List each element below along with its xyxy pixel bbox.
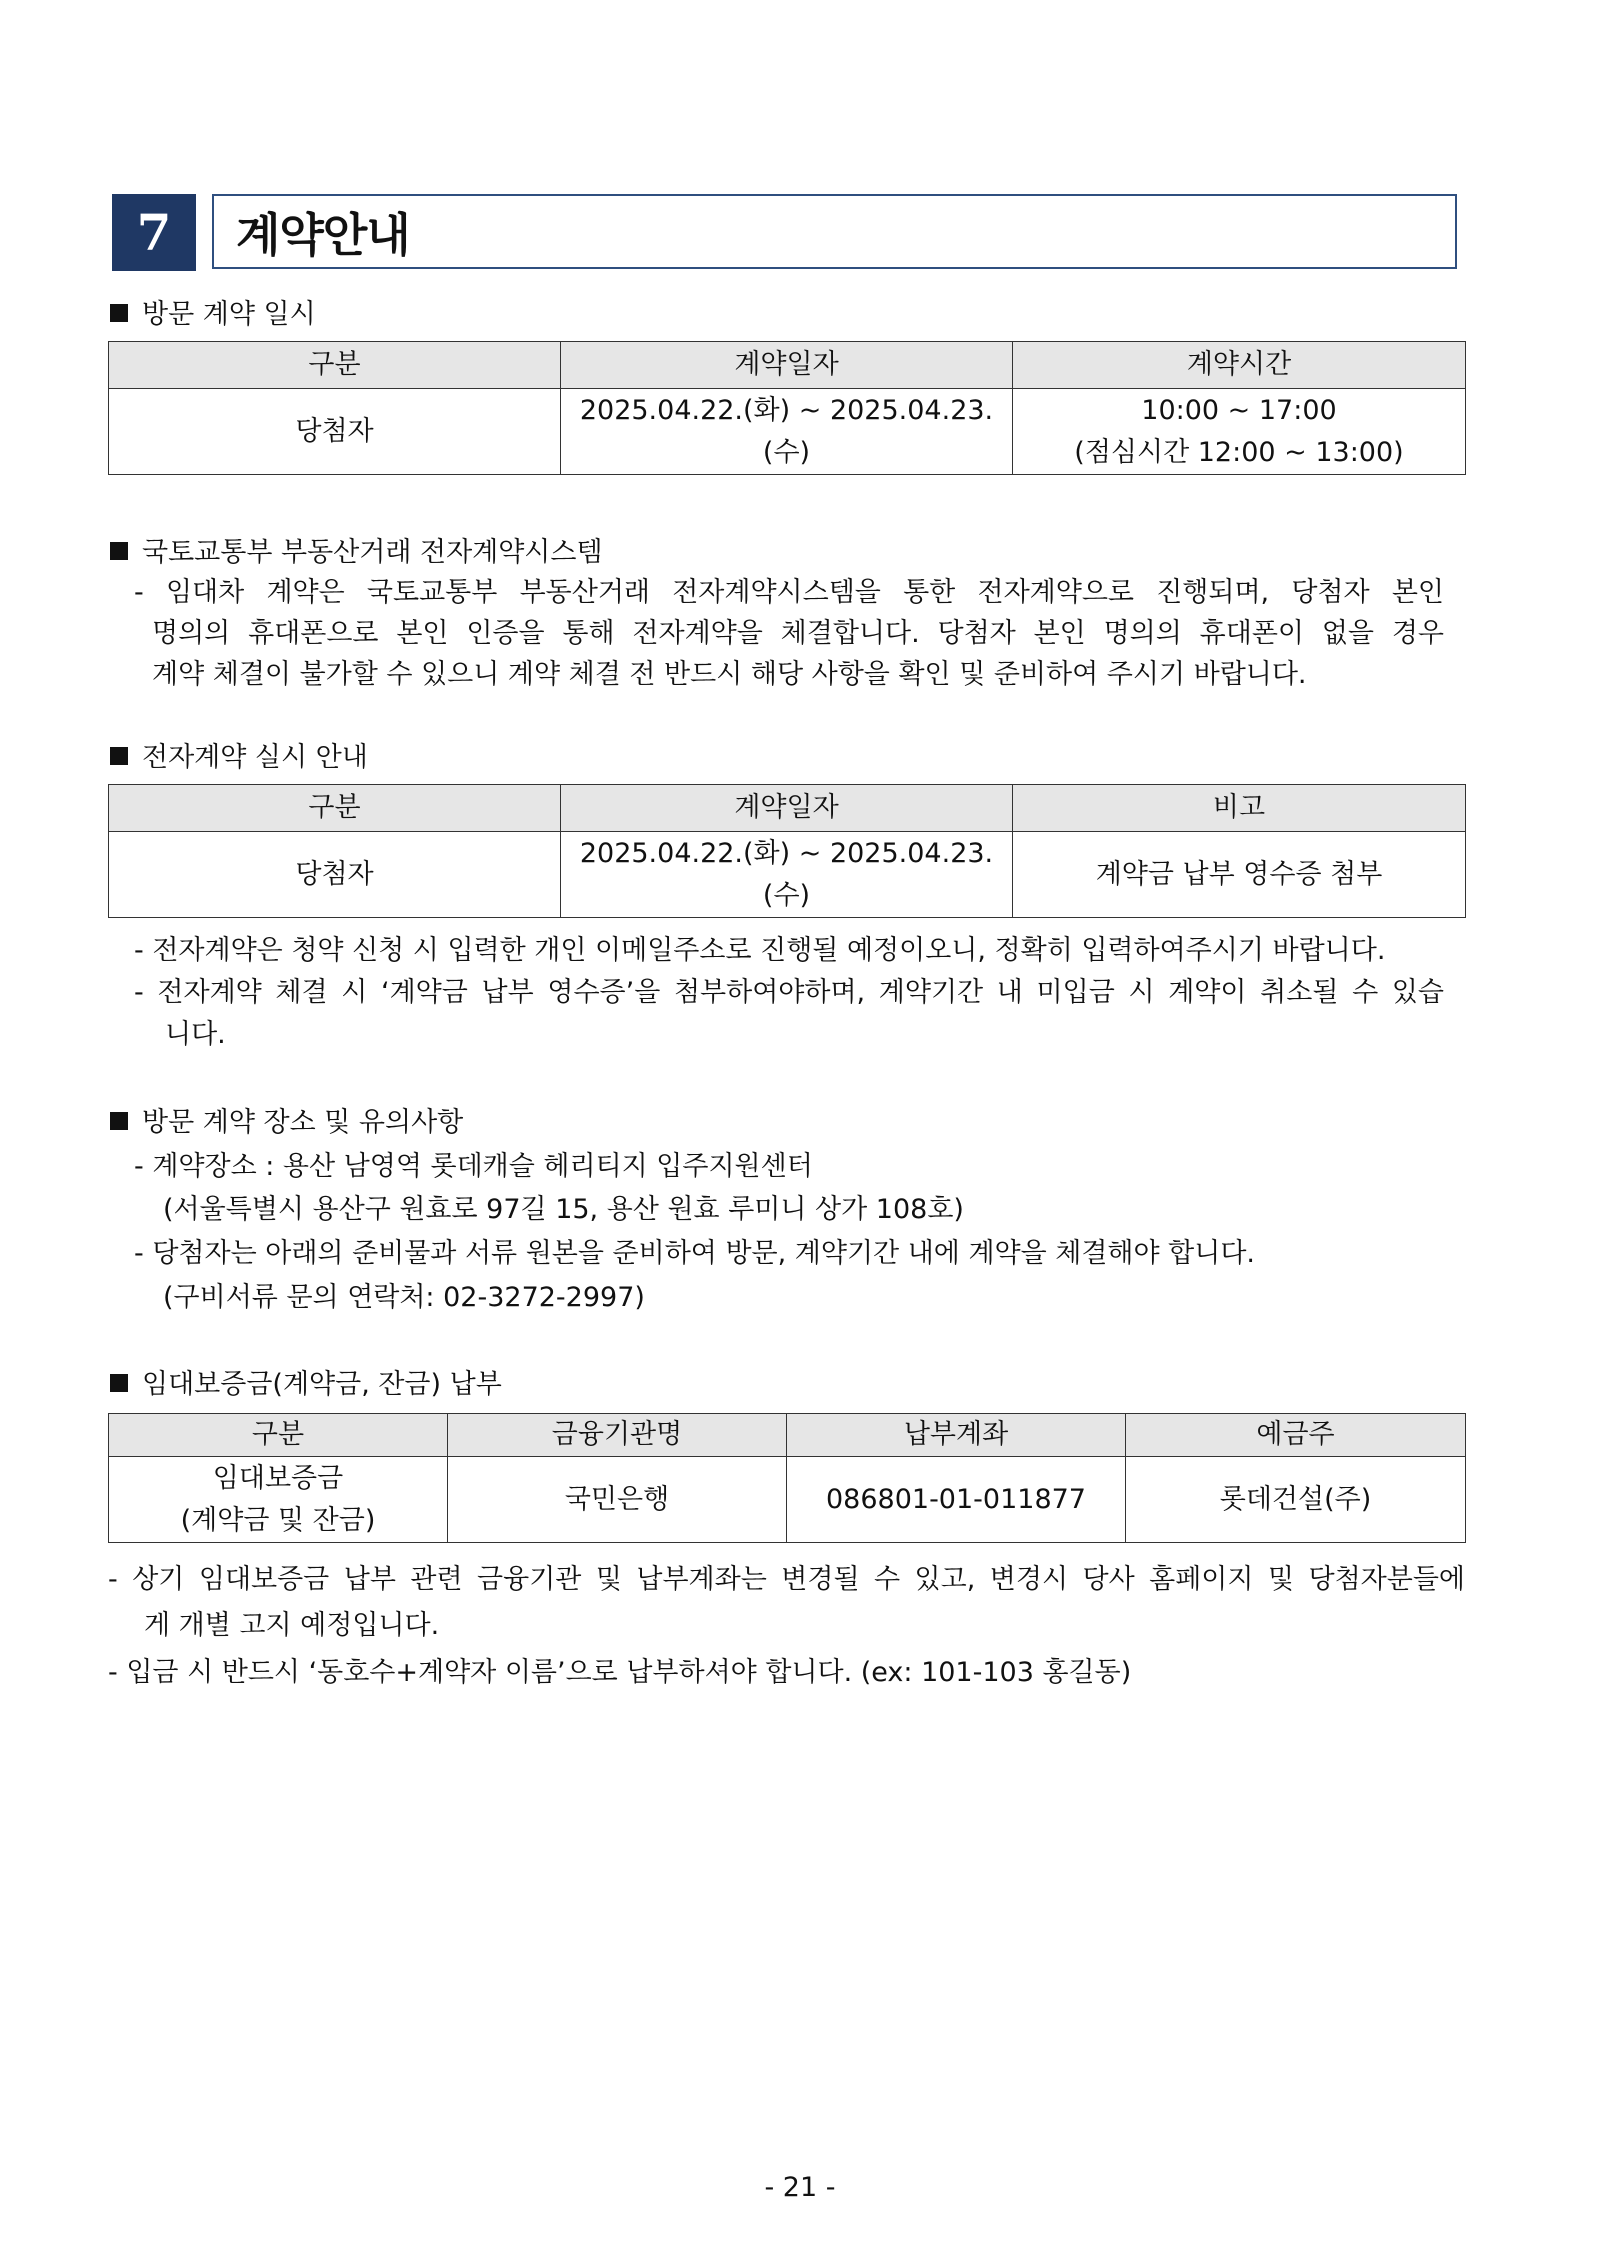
square-bullet-icon	[110, 1112, 128, 1130]
type-cell: 당첨자	[109, 832, 561, 918]
section-number: 7	[112, 194, 196, 271]
visit-location-heading: 방문 계약 장소 및 유의사항	[110, 1100, 463, 1139]
deposit-type: 임대보증금	[212, 1462, 344, 1494]
note-line: - 전자계약 체결 시 ‘계약금 납부 영수증’을 첨부하여야하며, 계약기간 내 미입금 시 계약이 취소될 수 있습	[134, 977, 1444, 1008]
paragraph-line: 계약 체결이 불가할 수 있으니 계약 체결 전 반드시 해당 사항을 확인 및 준비하여 주시기 바랍니다.	[152, 659, 1307, 690]
note-cell: 계약금 납부 영수증 첨부	[1013, 832, 1466, 918]
section-title: 계약안내	[236, 207, 410, 262]
bank-cell: 국민은행	[448, 1457, 787, 1543]
time-range: 10:00 ~ 17:00	[1141, 394, 1337, 426]
note-line: 게 개별 고지 예정입니다.	[144, 1610, 440, 1641]
section-title-box	[212, 194, 1457, 269]
header-cell: 계약일자	[561, 785, 1013, 832]
table-row	[109, 1457, 1466, 1543]
table-header-row	[109, 785, 1466, 832]
type-cell	[109, 1457, 448, 1543]
note-line: - 입금 시 반드시 ‘동호수+계약자 이름’으로 납부하셔야 합니다. (ex: 101-103 홍길동)	[108, 1657, 1132, 1688]
e-contract-system-heading: 국토교통부 부동산거래 전자계약시스템	[110, 530, 603, 569]
date-cell: 2025.04.22.(화) ~ 2025.04.23.(수)	[561, 832, 1013, 918]
header-cell: 구분	[109, 342, 561, 389]
table-header-row	[109, 1414, 1466, 1457]
contact-line: (구비서류 문의 연락처: 02-3272-2997)	[163, 1282, 645, 1313]
time-cell	[1013, 389, 1466, 475]
note-line: 니다.	[165, 1019, 226, 1050]
header-cell: 비고	[1013, 785, 1466, 832]
note-line: - 상기 임대보증금 납부 관련 금융기관 및 납부계좌는 변경될 수 있고, 변경시 당사 홈페이지 및 당첨자분들에	[108, 1564, 1465, 1595]
header-cell: 구분	[109, 1414, 448, 1457]
table-header-row	[109, 342, 1466, 389]
page-number: - 21 -	[764, 2172, 836, 2203]
lunch-time: (점심시간 12:00 ~ 13:00)	[1074, 436, 1404, 468]
header-cell: 납부계좌	[787, 1414, 1126, 1457]
e-contract-table	[108, 784, 1466, 918]
header-cell: 예금주	[1126, 1414, 1466, 1457]
e-contract-heading: 전자계약 실시 안내	[110, 735, 368, 774]
header-cell: 계약일자	[561, 342, 1013, 389]
date-cell: 2025.04.22.(화) ~ 2025.04.23.(수)	[561, 389, 1013, 475]
type-cell: 당첨자	[109, 389, 561, 475]
visit-schedule-heading: 방문 계약 일시	[110, 292, 316, 331]
instruction-line: - 당첨자는 아래의 준비물과 서류 원본을 준비하여 방문, 계약기간 내에 계약을 체결해야 합니다.	[134, 1238, 1256, 1269]
note-line: - 전자계약은 청약 신청 시 입력한 개인 이메일주소로 진행될 예정이오니, 정확히 입력하여주시기 바랍니다.	[134, 935, 1386, 966]
header-cell: 금융기관명	[448, 1414, 787, 1457]
table-row	[109, 832, 1466, 918]
paragraph-line: 명의의 휴대폰으로 본인 인증을 통해 전자계약을 체결합니다. 당첨자 본인 명의의 휴대폰이 없을 경우	[152, 618, 1444, 649]
location-line: - 계약장소 : 용산 남영역 롯데캐슬 헤리티지 입주지원센터	[134, 1151, 813, 1182]
address-line: (서울특별시 용산구 원효로 97길 15, 용산 원효 루미니 상가 108호)	[163, 1194, 964, 1225]
square-bullet-icon	[110, 542, 128, 560]
header-cell: 구분	[109, 785, 561, 832]
deposit-type-detail: (계약금 및 잔금)	[180, 1504, 376, 1536]
visit-schedule-table	[108, 341, 1466, 475]
header-cell: 계약시간	[1013, 342, 1466, 389]
holder-cell: 롯데건설(주)	[1126, 1457, 1466, 1543]
square-bullet-icon	[110, 747, 128, 765]
deposit-heading: 임대보증금(계약금, 잔금) 납부	[110, 1362, 502, 1401]
paragraph-line: - 임대차 계약은 국토교통부 부동산거래 전자계약시스템을 통한 전자계약으로 진행되며, 당첨자 본인	[134, 577, 1444, 608]
account-cell: 086801-01-011877	[787, 1457, 1126, 1543]
deposit-table	[108, 1413, 1466, 1543]
table-row	[109, 389, 1466, 475]
square-bullet-icon	[110, 1374, 128, 1392]
square-bullet-icon	[110, 304, 128, 322]
